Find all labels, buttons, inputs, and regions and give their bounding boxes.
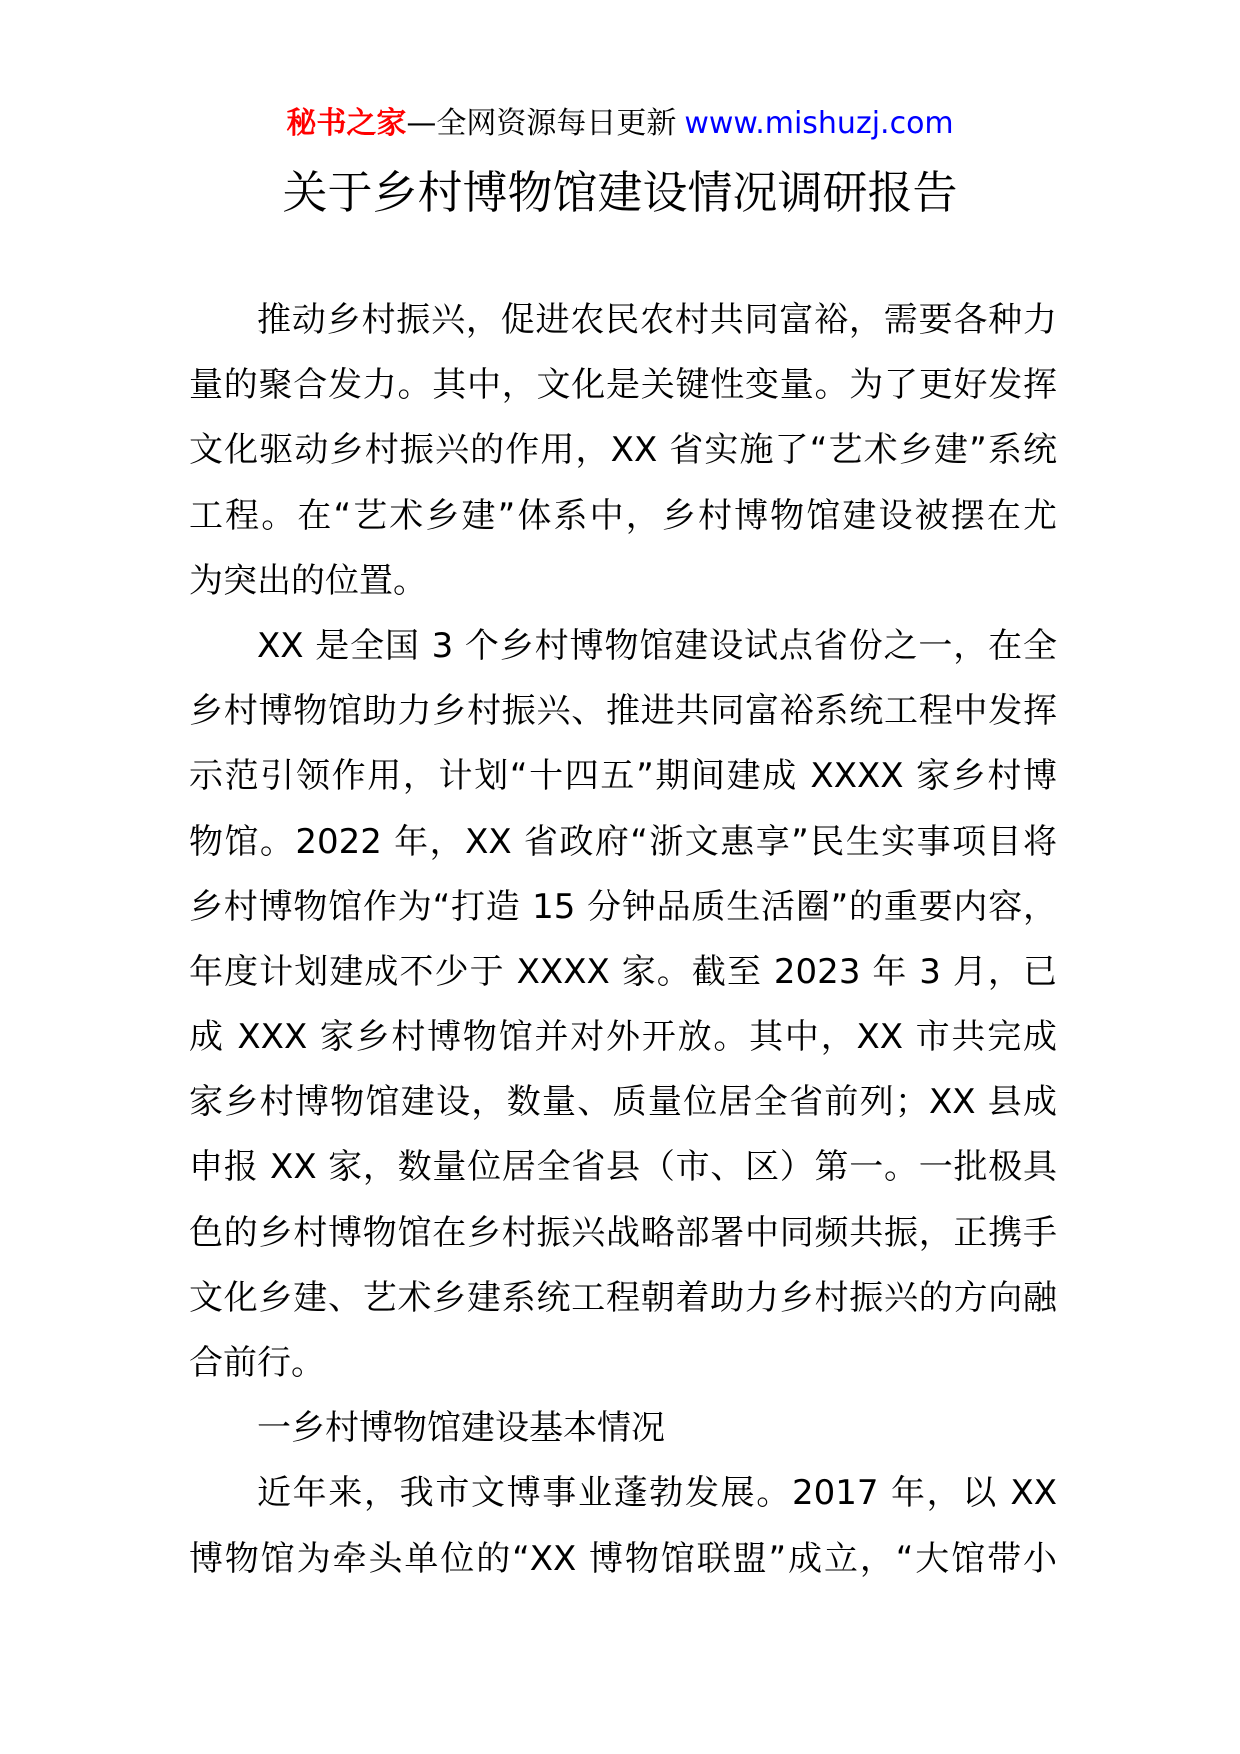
paragraph-2-line-10: 色的乡村博物馆在乡村振兴战略部署中同频共振，正携手 [189, 1212, 1057, 1253]
paragraph-2-line-12: 合前行。 [189, 1343, 325, 1383]
paragraph-1-line-1: 推动乡村振兴，促进农民农村共同富裕，需要各种力 [257, 300, 1057, 340]
paragraph-3-line-1: 近年来，我市文博事业蓬勃发展。2017 年，以 XX [257, 1473, 1057, 1514]
paragraph-1-line-3: 文化驱动乡村振兴的作用，XX 省实施了“艺术乡建”系统 [189, 430, 1057, 471]
paragraph-2-line-1: XX 是全国 3 个乡村博物馆建设试点省份之一，在全 [257, 625, 1057, 666]
section-heading: 一乡村博物馆建设基本情况 [257, 1408, 665, 1449]
paragraph-2-line-9: 申报 XX 家，数量位居全省县（市、区）第一。一批极具 [189, 1147, 1057, 1188]
document-title: 关于乡村博物馆建设情况调研报告 [282, 166, 958, 219]
paragraph-3-line-2: 博物馆为牵头单位的“XX 博物馆联盟”成立，“大馆带小 [189, 1538, 1057, 1579]
brand-name: 秘书之家 [286, 106, 407, 141]
header-tagline: —全网资源每日更新 [406, 106, 677, 141]
paragraph-2-line-4: 物馆。2022 年，XX 省政府“浙文惠享”民生实事项目将 [189, 821, 1057, 862]
paragraph-1-line-2: 量的聚合发力。其中，文化是关键性变量。为了更好发挥 [189, 365, 1057, 406]
paragraph-2-line-5: 乡村博物馆作为“打造 15 分钟品质生活圈”的重要内容， [189, 886, 1057, 927]
paragraph-1-line-4: 工程。在“艺术乡建”体系中，乡村博物馆建设被摆在尤 [189, 495, 1057, 536]
paragraph-2-line-7: 成 XXX 家乡村博物馆并对外开放。其中，XX 市共完成 [189, 1017, 1057, 1058]
watermark-header [0, 104, 1240, 144]
paragraph-2-line-2: 乡村博物馆助力乡村振兴、推进共同富裕系统工程中发挥 [189, 691, 1057, 732]
paragraph-2-line-6: 年度计划建成不少于 XXXX 家。截至 2023 年 3 月，已 [189, 951, 1057, 992]
paragraph-2-line-3: 示范引领作用，计划“十四五”期间建成 XXXX 家乡村博 [189, 756, 1057, 797]
paragraph-2-line-8: 家乡村博物馆建设，数量、质量位居全省前列；XX 县成 [189, 1082, 1057, 1123]
paragraph-2-line-11: 文化乡建、艺术乡建系统工程朝着助力乡村振兴的方向融 [189, 1277, 1057, 1318]
paragraph-1-line-5: 为突出的位置。 [189, 560, 427, 601]
document-body [189, 288, 1057, 1592]
header-url: www.mishuzj.com [684, 106, 954, 141]
